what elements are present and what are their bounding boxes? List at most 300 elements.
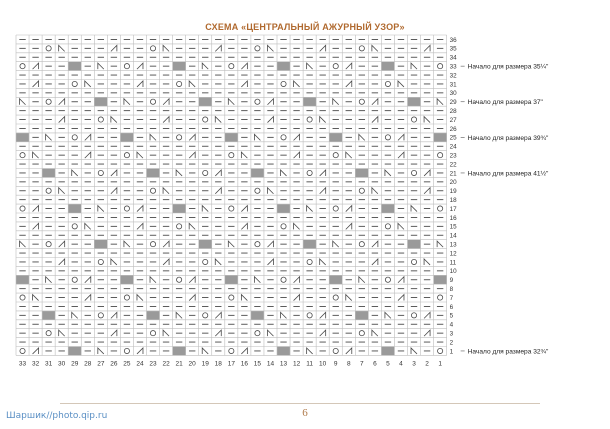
yarn-over-symbol <box>72 277 77 282</box>
row-number-label: 2 <box>449 339 454 347</box>
ssk-symbol <box>33 152 39 158</box>
no-stitch-cell <box>16 275 29 284</box>
column-number-label: 24 <box>136 360 144 368</box>
row-number-label: 17 <box>449 205 457 213</box>
no-stitch-cell <box>147 311 160 320</box>
ssk-symbol <box>307 348 313 354</box>
row-number-label: 35 <box>449 45 457 53</box>
column-number-label: 1 <box>438 360 442 368</box>
no-stitch-cell <box>225 275 238 284</box>
yarn-over-symbol <box>229 206 234 211</box>
k2tog-symbol <box>372 117 378 123</box>
k2tog-symbol <box>189 277 195 283</box>
ssk-symbol <box>215 117 221 123</box>
row-number-label: 27 <box>449 116 457 124</box>
no-stitch-cell <box>68 204 81 213</box>
yarn-over-symbol <box>255 99 260 104</box>
no-stitch-cell <box>303 97 316 106</box>
ssk-symbol <box>111 259 117 265</box>
column-number-label: 20 <box>188 360 196 368</box>
k2tog-symbol <box>320 312 326 318</box>
no-stitch-cell <box>251 311 264 320</box>
no-stitch-cell <box>173 204 186 213</box>
no-stitch-cell <box>199 240 212 249</box>
ssk-symbol <box>163 330 169 336</box>
column-number-label: 9 <box>333 360 338 368</box>
no-stitch-cell <box>329 133 342 142</box>
k2tog-symbol <box>346 223 352 229</box>
row-number-label: 31 <box>449 81 457 89</box>
row-number-label: 7 <box>449 294 454 302</box>
k2tog-symbol <box>346 63 352 69</box>
no-stitch-cell <box>68 347 81 356</box>
column-number-label: 18 <box>214 360 222 368</box>
ssk-symbol <box>267 45 273 51</box>
no-stitch-cell <box>199 97 212 106</box>
ssk-symbol <box>98 63 104 69</box>
no-stitch-cell <box>381 62 394 71</box>
no-stitch-cell <box>94 240 107 249</box>
ssk-symbol <box>437 241 443 247</box>
ssk-symbol <box>59 188 65 194</box>
yarn-over-symbol <box>150 331 155 336</box>
k2tog-symbol <box>111 188 117 194</box>
k2tog-symbol <box>215 170 221 176</box>
no-stitch-cell <box>225 133 238 142</box>
ssk-symbol <box>176 312 182 318</box>
column-number-label: 30 <box>58 360 66 368</box>
k2tog-symbol <box>189 134 195 140</box>
k2tog-symbol <box>137 206 143 212</box>
k2tog-symbol <box>85 134 91 140</box>
ssk-symbol <box>46 134 52 140</box>
ssk-symbol <box>137 152 143 158</box>
yarn-over-symbol <box>20 206 25 211</box>
yarn-over-symbol <box>177 277 182 282</box>
no-stitch-cell <box>173 62 186 71</box>
row-number-label: 21 <box>449 170 457 178</box>
k2tog-symbol <box>241 206 247 212</box>
no-stitch-cell <box>94 97 107 106</box>
k2tog-symbol <box>424 312 430 318</box>
yarn-over-symbol <box>124 348 129 353</box>
ssk-symbol <box>254 134 260 140</box>
k2tog-symbol <box>372 99 378 105</box>
no-stitch-cell <box>381 347 394 356</box>
k2tog-symbol <box>294 134 300 140</box>
yarn-over-symbol <box>98 259 103 264</box>
ssk-symbol <box>411 63 417 69</box>
no-stitch-cell <box>355 311 368 320</box>
yarn-over-symbol <box>177 224 182 229</box>
k2tog-symbol <box>294 152 300 158</box>
row-number-label: 15 <box>449 223 457 231</box>
row-number-label: 34 <box>449 54 457 62</box>
row-number-label: 14 <box>449 232 457 240</box>
yarn-over-symbol <box>229 64 234 69</box>
row-number-label: 33 <box>449 63 457 71</box>
yarn-over-symbol <box>203 170 208 175</box>
k2tog-symbol <box>398 295 404 301</box>
k2tog-symbol <box>85 152 91 158</box>
k2tog-symbol <box>163 99 169 105</box>
yarn-over-symbol <box>359 331 364 336</box>
yarn-over-symbol <box>438 64 443 69</box>
no-stitch-cell <box>277 204 290 213</box>
ssk-symbol <box>372 330 378 336</box>
column-number-label: 17 <box>227 360 235 368</box>
row-number-label: 32 <box>449 72 457 80</box>
yarn-over-symbol <box>438 206 443 211</box>
yarn-over-symbol <box>46 331 51 336</box>
yarn-over-symbol <box>411 259 416 264</box>
column-number-label: 5 <box>386 360 390 368</box>
yarn-over-symbol <box>150 242 155 247</box>
column-number-label: 14 <box>266 360 275 368</box>
k2tog-symbol <box>215 188 221 194</box>
ssk-symbol <box>150 134 156 140</box>
ssk-symbol <box>163 45 169 51</box>
ssk-symbol <box>124 241 130 247</box>
k2tog-symbol <box>163 259 169 265</box>
k2tog-symbol <box>294 277 300 283</box>
k2tog-symbol <box>137 63 143 69</box>
ssk-symbol <box>150 277 156 283</box>
yarn-over-symbol <box>359 99 364 104</box>
ssk-symbol <box>267 330 273 336</box>
yarn-over-symbol <box>333 153 338 158</box>
yarn-over-symbol <box>229 295 234 300</box>
k2tog-symbol <box>424 45 430 51</box>
no-stitch-cell <box>408 97 421 106</box>
k2tog-symbol <box>163 117 169 123</box>
yarn-over-symbol <box>281 224 286 229</box>
ssk-symbol <box>98 348 104 354</box>
row-number-label: 4 <box>449 321 454 329</box>
ssk-symbol <box>202 206 208 212</box>
row-number-label: 12 <box>449 250 457 258</box>
ssk-symbol <box>202 348 208 354</box>
k2tog-symbol <box>59 99 65 105</box>
ssk-symbol <box>320 117 326 123</box>
yarn-over-symbol <box>333 295 338 300</box>
column-number-label: 25 <box>123 360 131 368</box>
k2tog-symbol <box>424 170 430 176</box>
ssk-symbol <box>72 170 78 176</box>
yarn-over-symbol <box>46 188 51 193</box>
yarn-over-symbol <box>150 188 155 193</box>
watermark: Шаршик//photo.qip.ru <box>6 411 108 421</box>
ssk-symbol <box>228 99 234 105</box>
k2tog-symbol <box>267 117 273 123</box>
no-stitch-cell <box>329 275 342 284</box>
ssk-symbol <box>59 45 65 51</box>
row-number-label: 28 <box>449 107 457 115</box>
no-stitch-cell <box>173 347 186 356</box>
ssk-symbol <box>320 259 326 265</box>
ssk-symbol <box>228 241 234 247</box>
ssk-symbol <box>294 223 300 229</box>
column-number-label: 16 <box>240 360 248 368</box>
column-number-label: 31 <box>45 360 53 368</box>
no-stitch-cell <box>68 62 81 71</box>
no-stitch-cell <box>16 133 29 142</box>
k2tog-symbol <box>241 223 247 229</box>
column-number-label: 4 <box>399 360 403 368</box>
ssk-symbol <box>85 81 91 87</box>
row-number-label: 10 <box>449 268 457 276</box>
yarn-over-symbol <box>359 188 364 193</box>
k2tog-symbol <box>372 241 378 247</box>
k2tog-symbol <box>294 295 300 301</box>
yarn-over-symbol <box>203 259 208 264</box>
yarn-over-symbol <box>124 295 129 300</box>
row-number-label: 1 <box>449 348 454 356</box>
row-number-label: 3 <box>449 330 454 338</box>
yarn-over-symbol <box>150 99 155 104</box>
k2tog-symbol <box>241 63 247 69</box>
size-start-note: Начало для размера 39¾" <box>467 134 549 142</box>
ssk-symbol <box>46 277 52 283</box>
column-number-label: 12 <box>292 360 301 368</box>
ssk-symbol <box>346 152 352 158</box>
k2tog-symbol <box>346 348 352 354</box>
k2tog-symbol <box>346 206 352 212</box>
row-number-label: 19 <box>449 188 457 196</box>
ssk-symbol <box>333 99 339 105</box>
ssk-symbol <box>254 277 260 283</box>
ssk-symbol <box>411 348 417 354</box>
k2tog-symbol <box>346 81 352 87</box>
yarn-over-symbol <box>177 81 182 86</box>
ssk-symbol <box>294 81 300 87</box>
yarn-over-symbol <box>124 206 129 211</box>
k2tog-symbol <box>267 241 273 247</box>
no-stitch-cell <box>277 347 290 356</box>
size-start-note: Начало для размера 37" <box>467 99 543 107</box>
column-number-label: 13 <box>279 360 288 368</box>
ssk-symbol <box>85 223 91 229</box>
no-stitch-cell <box>277 62 290 71</box>
yarn-over-symbol <box>333 206 338 211</box>
k2tog-symbol <box>320 188 326 194</box>
k2tog-symbol <box>59 117 65 123</box>
yarn-over-symbol <box>411 170 416 175</box>
k2tog-symbol <box>241 81 247 87</box>
k2tog-symbol <box>320 330 326 336</box>
k2tog-symbol <box>33 81 39 87</box>
yarn-over-symbol <box>307 117 312 122</box>
yarn-over-symbol <box>385 135 390 140</box>
yarn-over-symbol <box>281 81 286 86</box>
ssk-symbol <box>202 63 208 69</box>
ssk-symbol <box>385 170 391 176</box>
no-stitch-cell <box>434 133 447 142</box>
ssk-symbol <box>359 277 365 283</box>
k2tog-symbol <box>372 259 378 265</box>
yarn-over-symbol <box>98 117 103 122</box>
k2tog-symbol <box>111 330 117 336</box>
column-number-label: 26 <box>110 360 118 368</box>
k2tog-symbol <box>424 188 430 194</box>
k2tog-symbol <box>189 152 195 158</box>
k2tog-symbol <box>398 134 404 140</box>
yarn-over-symbol <box>20 64 25 69</box>
ssk-symbol <box>267 188 273 194</box>
k2tog-symbol <box>163 241 169 247</box>
yarn-over-symbol <box>72 224 77 229</box>
yarn-over-symbol <box>150 46 155 51</box>
k2tog-symbol <box>111 45 117 51</box>
ssk-symbol <box>372 45 378 51</box>
column-number-label: 22 <box>162 360 170 368</box>
ssk-symbol <box>20 99 26 105</box>
ssk-symbol <box>241 295 247 301</box>
row-number-label: 5 <box>449 312 454 320</box>
column-number-label: 33 <box>18 360 27 368</box>
yarn-over-symbol <box>46 46 51 51</box>
column-number-label: 21 <box>175 360 183 368</box>
ssk-symbol <box>241 152 247 158</box>
k2tog-symbol <box>398 277 404 283</box>
k2tog-symbol <box>85 277 91 283</box>
yarn-over-symbol <box>255 331 260 336</box>
yarn-over-symbol <box>20 348 25 353</box>
ssk-symbol <box>398 223 404 229</box>
column-number-label: 15 <box>253 360 262 368</box>
yarn-over-symbol <box>229 348 234 353</box>
ssk-symbol <box>20 241 26 247</box>
ssk-symbol <box>176 170 182 176</box>
row-number-label: 36 <box>449 36 457 44</box>
yarn-over-symbol <box>438 348 443 353</box>
ssk-symbol <box>385 312 391 318</box>
yarn-over-symbol <box>333 348 338 353</box>
ssk-symbol <box>163 188 169 194</box>
k2tog-symbol <box>189 295 195 301</box>
footer-divider <box>60 403 540 404</box>
k2tog-symbol <box>137 348 143 354</box>
k2tog-symbol <box>267 99 273 105</box>
k2tog-symbol <box>33 223 39 229</box>
column-number-label: 19 <box>201 360 209 368</box>
k2tog-symbol <box>59 241 65 247</box>
ssk-symbol <box>411 206 417 212</box>
k2tog-symbol <box>33 63 39 69</box>
yarn-over-symbol <box>307 170 312 175</box>
no-stitch-cell <box>434 275 447 284</box>
row-number-label: 23 <box>449 152 457 160</box>
yarn-over-symbol <box>72 135 77 140</box>
no-stitch-cell <box>147 169 160 178</box>
ssk-symbol <box>215 259 221 265</box>
yarn-over-symbol <box>385 224 390 229</box>
yarn-over-symbol <box>46 242 51 247</box>
ssk-symbol <box>307 206 313 212</box>
ssk-symbol <box>281 170 287 176</box>
column-number-label: 8 <box>346 360 351 368</box>
k2tog-symbol <box>398 152 404 158</box>
no-stitch-cell <box>120 133 133 142</box>
row-number-label: 6 <box>449 303 454 311</box>
yarn-over-symbol <box>359 242 364 247</box>
ssk-symbol <box>372 188 378 194</box>
size-start-note: Начало для размера 32¾" <box>467 348 549 356</box>
no-stitch-cell <box>381 204 394 213</box>
ssk-symbol <box>333 241 339 247</box>
no-stitch-cell <box>355 169 368 178</box>
k2tog-symbol <box>33 206 39 212</box>
yarn-over-symbol <box>46 99 51 104</box>
row-number-label: 20 <box>449 179 457 187</box>
yarn-over-symbol <box>203 117 208 122</box>
yarn-over-symbol <box>281 135 286 140</box>
no-stitch-cell <box>42 311 55 320</box>
no-stitch-cell <box>251 169 264 178</box>
page-number: 6 <box>302 407 308 419</box>
column-number-label: 3 <box>412 360 416 368</box>
ssk-symbol <box>398 81 404 87</box>
k2tog-symbol <box>137 81 143 87</box>
column-number-label: 6 <box>373 360 377 368</box>
ssk-symbol <box>59 330 65 336</box>
ssk-symbol <box>72 312 78 318</box>
row-number-label: 9 <box>449 277 454 285</box>
yarn-over-symbol <box>255 242 260 247</box>
yarn-over-symbol <box>72 81 77 86</box>
column-number-label: 7 <box>360 360 364 368</box>
yarn-over-symbol <box>229 153 234 158</box>
row-number-label: 11 <box>449 259 457 267</box>
row-number-label: 8 <box>449 285 454 293</box>
k2tog-symbol <box>137 223 143 229</box>
yarn-over-symbol <box>203 313 208 318</box>
row-number-label: 29 <box>449 99 457 107</box>
yarn-over-symbol <box>20 295 25 300</box>
size-start-note: Начало для размера 35¼" <box>467 63 549 71</box>
yarn-over-symbol <box>359 46 364 51</box>
yarn-over-symbol <box>385 277 390 282</box>
k2tog-symbol <box>215 312 221 318</box>
ssk-symbol <box>137 295 143 301</box>
yarn-over-symbol <box>255 46 260 51</box>
no-stitch-cell <box>120 275 133 284</box>
k2tog-symbol <box>59 259 65 265</box>
k2tog-symbol <box>241 348 247 354</box>
row-number-label: 18 <box>449 196 457 204</box>
k2tog-symbol <box>33 348 39 354</box>
ssk-symbol <box>189 81 195 87</box>
ssk-symbol <box>281 312 287 318</box>
ssk-symbol <box>124 99 130 105</box>
yarn-over-symbol <box>98 170 103 175</box>
k2tog-symbol <box>320 170 326 176</box>
column-number-label: 29 <box>71 360 79 368</box>
ssk-symbol <box>33 295 39 301</box>
yarn-over-symbol <box>307 313 312 318</box>
chart-title: СХЕМА «ЦЕНТРАЛЬНЫЙ АЖУРНЫЙ УЗОР» <box>205 22 405 32</box>
row-number-label: 24 <box>449 143 457 151</box>
ssk-symbol <box>98 206 104 212</box>
yarn-over-symbol <box>438 295 443 300</box>
row-number-label: 16 <box>449 214 457 222</box>
ssk-symbol <box>359 134 365 140</box>
column-number-label: 2 <box>425 360 429 368</box>
column-number-label: 28 <box>84 360 92 368</box>
ssk-symbol <box>346 295 352 301</box>
no-stitch-cell <box>303 240 316 249</box>
yarn-over-symbol <box>385 81 390 86</box>
